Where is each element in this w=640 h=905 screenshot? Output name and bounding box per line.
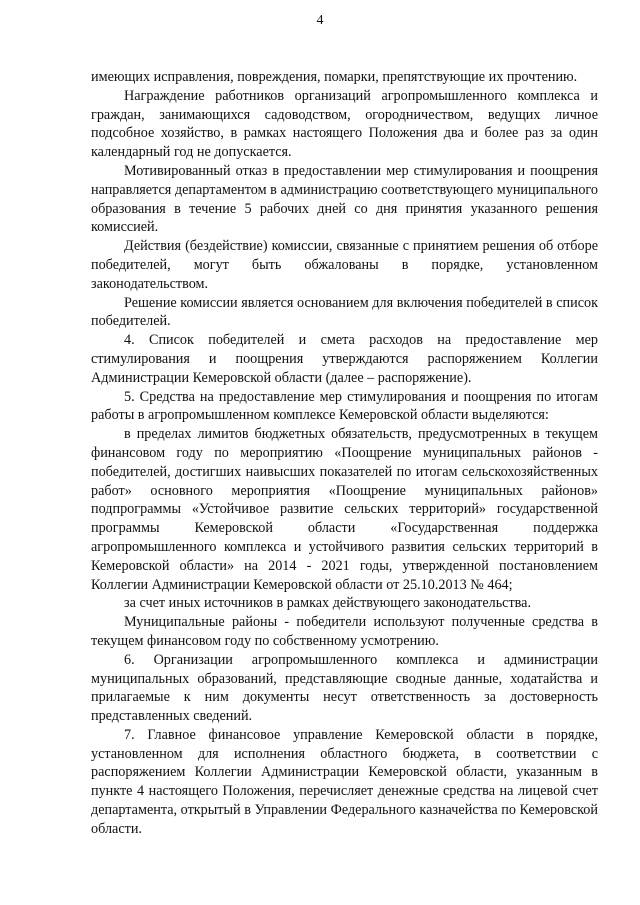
paragraph-decision: Решение комиссии является основанием для включения победителей в список победителей. — [91, 294, 598, 330]
paragraph-other-sources: за счет иных источников в рамках действующего законодательства. — [124, 595, 532, 612]
paragraph-award-limit: Награждение работников организаций агропромышленного комплекса и граждан, занимающихся садоводством, огородничеством, ведущих личное подсобное хозяйство, в рамках настоящего Положения два и более раз за один календарный год не допускается. — [91, 87, 598, 161]
paragraph-districts-use: Муниципальные районы - победители используют полученные средства в текущем финансовом году по собственному усмотрению. — [91, 614, 598, 649]
document-body — [91, 68, 598, 839]
paragraph-budget-limits: в пределах лимитов бюджетных обязательств, предусмотренных в текущем финансовом году по мероприятию «Поощрение муниципальных районов - победителей, достигших наивысших показателей по итогам сельскохозяйственных работ» основного мероприятия «Поощрение муниципальных районов» подпрограммы «Устойчивое развитие сельских территорий» государственной программы Кемеровской области «Государственная поддержка агропромышленного комплекса и устойчивого развития сельских территорий в Кемеровской области» на 2014 - 2021 годы, утвержденной постановлением Коллегии Администрации Кемеровской области от 25.10.2013 № 464; — [91, 426, 598, 593]
paragraph-item-4: 4. Список победителей и смета расходов на предоставление мер стимулирования и поощрения утверждаются распоряжением Коллегии Администрации Кемеровской области (далее – распоряжение). — [91, 332, 598, 386]
page-number: 4 — [316, 13, 324, 28]
paragraph-item-6: 6. Организации агропромышленного комплекса и администрации муниципальных образований, представляющие сводные данные, ходатайства и прилагаемые к ним документы несут ответственность за достоверность представленных сведений. — [91, 651, 598, 725]
paragraph-refusal: Мотивированный отказ в предоставлении мер стимулирования и поощрения направляется департаментом в администрацию соответствующего муниципального образования в течение 5 рабочих дней со дня принятия указанного решения комиссией. — [91, 162, 598, 236]
paragraph-continuation: имеющих исправления, повреждения, помарки, препятствующие их прочтению. — [91, 69, 578, 85]
paragraph-item-5: 5. Средства на предоставление мер стимулирования и поощрения по итогам работы в агропромышленном комплексе Кемеровской области выделяются: — [91, 388, 598, 424]
paragraph-appeal: Действия (бездействие) комиссии, связанные с принятием решения об отборе победителей, могут быть обжалованы в порядке, установленном законодательством. — [91, 238, 598, 292]
paragraph-item-7: 7. Главное финансовое управление Кемеровской области в порядке, установленном для исполнения областного бюджета, в соответствии с распоряжением Коллегии Администрации Кемеровской области, указанным в пункте 4 настоящего Положения, перечисляет денежные средства на лицевой счет департамента, открытый в Управлении Федерального казначейства по Кемеровской области. — [91, 726, 598, 837]
